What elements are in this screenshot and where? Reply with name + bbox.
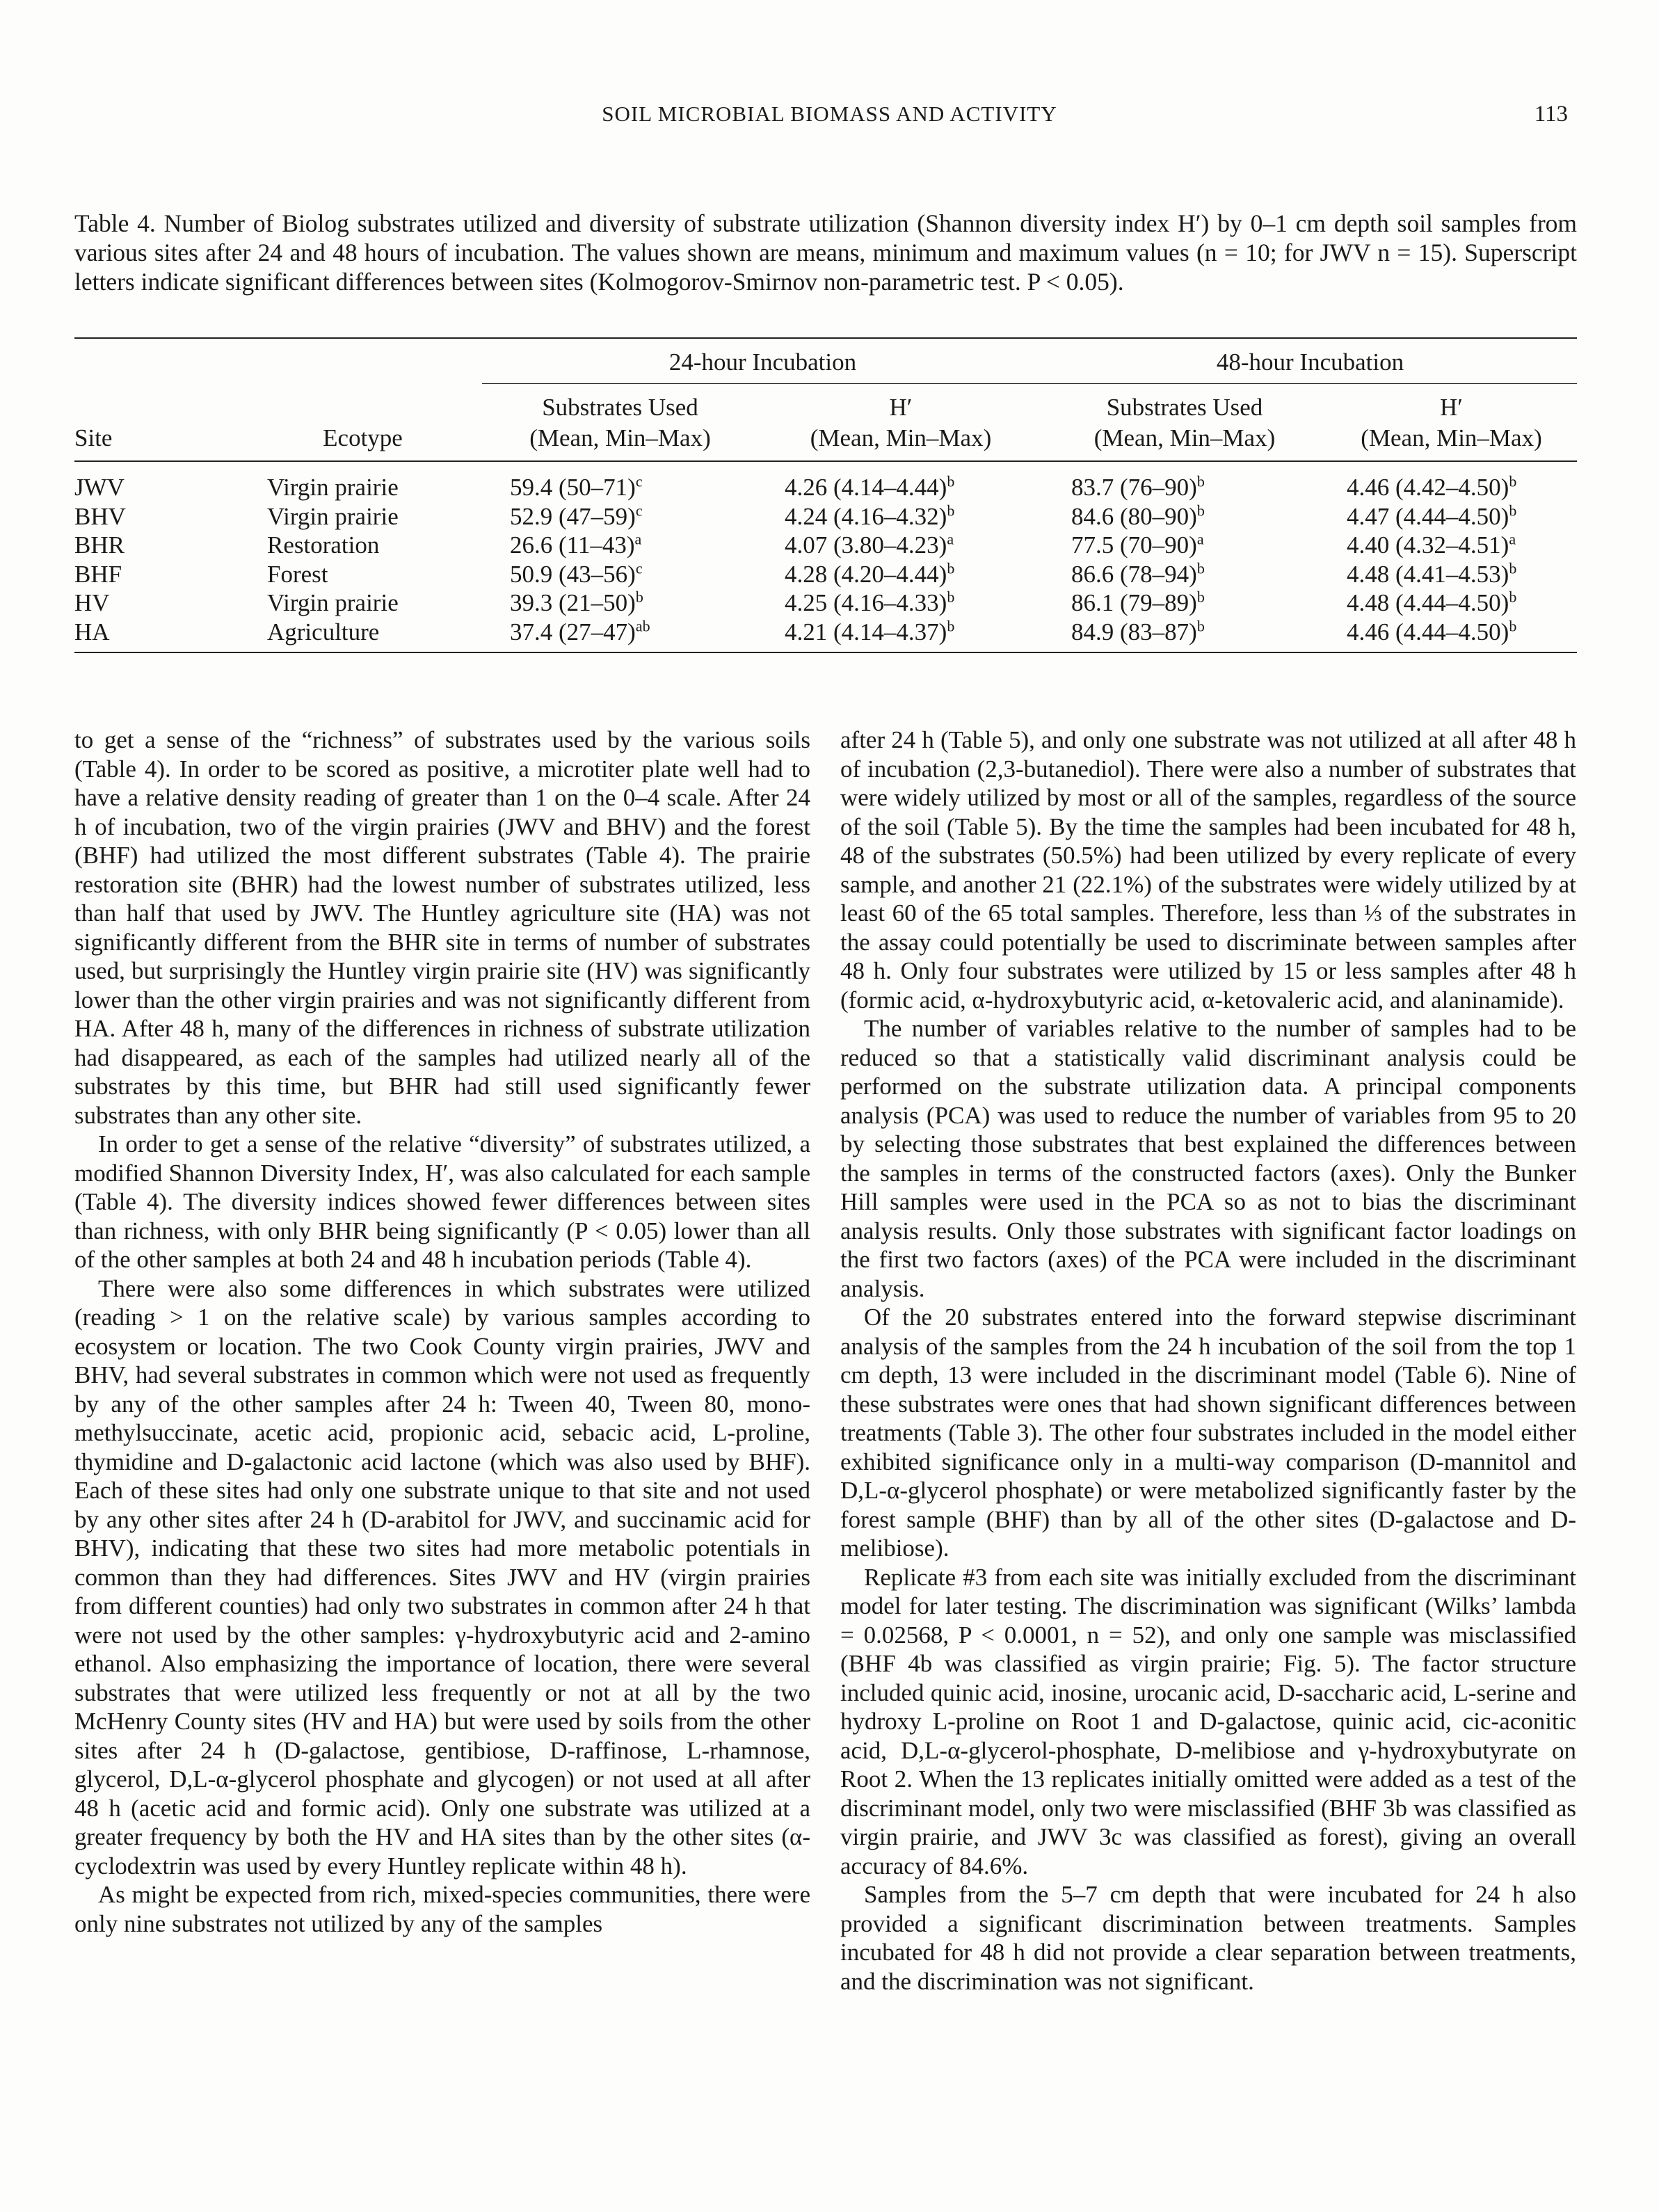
cell-h-48: 4.48 (4.44–4.50) xyxy=(1347,589,1509,616)
paragraph: The number of variables relative to the number of samples had to be reduced so that a statistically valid discriminant analysis could be performed on the substrate utilization data. A principal components analysis (PCA) was used to reduce the number of variables from 95 to 20 by selecting those substrates that best explained the differences between the samples in terms of the constructed factors (axes). Only the Bunker Hill samples were used in the PCA so as not to bias the discriminant analysis results. Only those substrates with significant factor loadings on the first two factors (axes) of the PCA were included in the discriminant analysis. xyxy=(840,1015,1576,1302)
cell-ecotype: Agriculture xyxy=(267,618,380,646)
sig-letter: b xyxy=(1509,616,1517,634)
col-substrates-48 xyxy=(1043,384,1326,462)
cell-h-48: 4.48 (4.41–4.53) xyxy=(1347,560,1509,588)
cell-ecotype: Restoration xyxy=(267,531,380,559)
results-table xyxy=(74,337,1577,653)
cell-substrates-48: 83.7 (76–90) xyxy=(1071,474,1197,501)
sig-letter: c xyxy=(635,559,643,577)
sig-letter: b xyxy=(947,616,955,634)
sig-letter: b xyxy=(1196,588,1205,606)
cell-ecotype: Virgin prairie xyxy=(267,502,399,530)
paragraph: after 24 h (Table 5), and only one substrate was not utilized at all after 48 h of incubation (2,3-butanediol). There were also a number of substrates that were widely utilized by most or all of the samples, regardless of the source of the soil (Table 5). By the time the samples had been incubated for 48 h, 48 of the substrates (50.5%) had been utilized by every replicate of every sample, and another 21 (22.1%) of the substrates were widely utilized by at least 60 of the 65 total samples. Therefore, less than ⅓ of the substrates in the assay could potentially be used to discriminate between samples after 48 h. Only four substrates were utilized by 15 or less samples after 48 h (formic acid, α-hydroxybutyric acid, α-ketovaleric acid, and alaninamide). xyxy=(840,726,1576,1013)
col-ecotype: Ecotype xyxy=(323,424,403,451)
sig-letter: c xyxy=(635,472,643,490)
sig-letter: a xyxy=(947,530,954,548)
col-substrates-24-unit: (Mean, Min–Max) xyxy=(529,424,711,451)
cell-substrates-24: 26.6 (11–43) xyxy=(510,531,635,559)
cell-h-24: 4.25 (4.16–4.33) xyxy=(785,589,947,616)
table-row xyxy=(74,560,1577,589)
table-row xyxy=(74,502,1577,531)
cell-h-24: 4.28 (4.20–4.44) xyxy=(785,560,947,588)
cell-substrates-48: 84.9 (83–87) xyxy=(1071,618,1197,646)
cell-ecotype: Forest xyxy=(267,560,328,588)
cell-substrates-48: 86.6 (78–94) xyxy=(1071,560,1197,588)
sig-letter: b xyxy=(1196,472,1205,490)
header-48-hour: 48-hour Incubation xyxy=(1043,338,1577,384)
cell-h-24: 4.24 (4.16–4.32) xyxy=(785,502,947,530)
page-number: 113 xyxy=(1534,102,1568,127)
cell-h-24: 4.07 (3.80–4.23) xyxy=(785,531,947,559)
cell-substrates-24: 37.4 (27–47) xyxy=(510,618,636,646)
cell-site: JWV xyxy=(74,474,125,501)
cell-h-24: 4.26 (4.14–4.44) xyxy=(785,474,947,501)
cell-h-24: 4.21 (4.14–4.37) xyxy=(785,618,947,646)
sig-letter: b xyxy=(1196,616,1205,634)
cell-ecotype: Virgin prairie xyxy=(267,589,399,616)
sig-letter: b xyxy=(947,472,955,490)
sig-letter: b xyxy=(947,588,955,606)
col-h-24-unit: (Mean, Min–Max) xyxy=(810,424,992,451)
sig-letter: ab xyxy=(635,616,650,634)
left-text-column xyxy=(74,726,810,1938)
sig-letter: b xyxy=(947,559,955,577)
cell-site: BHF xyxy=(74,560,122,588)
sig-letter: b xyxy=(1509,501,1517,519)
cell-substrates-24: 52.9 (47–59) xyxy=(510,502,636,530)
sig-letter: b xyxy=(635,588,643,606)
sig-letter: a xyxy=(634,530,642,548)
table-row xyxy=(74,461,1577,502)
running-title: SOIL MICROBIAL BIOMASS AND ACTIVITY xyxy=(602,102,1057,126)
col-h-48 xyxy=(1326,384,1577,462)
paragraph: to get a sense of the “richness” of substrates used by the various soils (Table 4). In order to be scored as positive, a microtiter plate well had to have a relative density reading of greater than 1 on the 0–4 scale. After 24 h of incubation, two of the virgin prairies (JWV and BHV) and the forest (BHF) had utilized the most different substrates (Table 4). The prairie restoration site (BHR) had the lowest number of substrates utilized, less than half that used by JWV. The Huntley agriculture site (HA) was not significantly different from the BHR site in terms of number of substrates used, but surprisingly the Huntley virgin prairie site (HV) was significantly lower than the other virgin prairies and was not significantly different from HA. After 48 h, many of the differences in richness of substrate utilization had disappeared, as each of the samples had utilized nearly all of the substrates by this time, but BHR had still used significantly fewer substrates than any other site. xyxy=(74,726,810,1129)
cell-ecotype: Virgin prairie xyxy=(267,474,399,501)
table-row xyxy=(74,531,1577,560)
sig-letter: b xyxy=(947,501,955,519)
cell-h-48: 4.46 (4.44–4.50) xyxy=(1347,618,1509,646)
paragraph: In order to get a sense of the relative “diversity” of substrates utilized, a modified Shannon Diversity Index, H′, was also calculated for each sample (Table 4). The diversity indices showed fewer differences between sites than richness, with only BHR being significantly (P < 0.05) lower than all of the other samples at both 24 and 48 h incubation periods (Table 4). xyxy=(74,1130,810,1273)
col-substrates-48-unit: (Mean, Min–Max) xyxy=(1093,424,1276,451)
sig-letter: b xyxy=(1509,588,1517,606)
col-site: Site xyxy=(74,424,113,451)
table-row xyxy=(74,618,1577,653)
header-24-hour: 24-hour Incubation xyxy=(482,338,1043,384)
right-text-column xyxy=(840,726,1576,1996)
col-h-48-unit: (Mean, Min–Max) xyxy=(1361,424,1542,451)
cell-substrates-24: 39.3 (21–50) xyxy=(510,589,636,616)
sig-letter: b xyxy=(1509,472,1517,490)
cell-substrates-48: 77.5 (70–90) xyxy=(1071,531,1197,559)
cell-site: HA xyxy=(74,618,110,646)
paragraph: Replicate #3 from each site was initially excluded from the discriminant model for later testing. The discrimination was significant (Wilks’ lambda = 0.02568, P < 0.0001, n = 52), and only one sample was misclassified (BHF 4b was classified as virgin prairie; Fig. 5). The factor structure included quinic acid, inosine, urocanic acid, D-saccharic acid, L-serine and hydroxy L-proline on Root 1 and D-galactose, quinic acid, cic-aconitic acid, D,L-α-glycerol-phosphate, D-melibiose and γ-hydroxybutyrate on Root 2. When the 13 replicates initially omitted were added as a test of the discriminant model, only two were misclassified (BHF 3b was classified as virgin prairie, and JWV 3c was classified as forest), giving an overall accuracy of 84.6%. xyxy=(840,1563,1576,1880)
col-h-24-title: H′ xyxy=(889,394,913,421)
cell-substrates-48: 86.1 (79–89) xyxy=(1071,589,1197,616)
sig-letter: c xyxy=(635,501,643,519)
col-substrates-48-title: Substrates Used xyxy=(1106,394,1263,421)
cell-substrates-24: 50.9 (43–56) xyxy=(510,560,636,588)
col-h-48-title: H′ xyxy=(1440,394,1463,421)
col-h-24 xyxy=(758,384,1043,462)
sig-letter: b xyxy=(1196,559,1205,577)
cell-h-48: 4.40 (4.32–4.51) xyxy=(1347,531,1509,559)
cell-substrates-48: 84.6 (80–90) xyxy=(1071,502,1197,530)
cell-substrates-24: 59.4 (50–71) xyxy=(510,474,636,501)
col-substrates-24 xyxy=(482,384,758,462)
paragraph: There were also some differences in which substrates were utilized (reading > 1 on the relative scale) by various samples according to ecosystem or location. The two Cook County virgin prairies, JWV and BHV, had several substrates in common which were not used as frequently by any of the other samples after 24 h: Tween 40, Tween 80, mono-methylsuccinate, acetic acid, propionic acid, sebacic acid, L-proline, thymidine and D-galactonic acid lactone (which was also used by BHF). Each of these sites had only one substrate unique to that site and not used by any other sites after 24 h (D-arabitol for JWV, and succinamic acid for BHV), indicating that these two sites had more metabolic potentials in common than they had differences. Sites JWV and HV (virgin prairies from different counties) had only two substrates in common after 24 h that were not used by the other samples: γ-hydroxybutyric acid and 2-amino ethanol. Also emphasizing the importance of location, there were several substrates that were utilized less frequently or not at all by the two McHenry County sites (HV and HA) but were used by soils from the other sites after 24 h (D-galactose, gentibiose, D-raffinose, L-rhamnose, glycerol, D,L-α-glycerol phosphate and glycogen) or not used at all after 48 h (acetic acid and formic acid). Only one substrate was utilized at a greater frequency by both the HV and HA sites than by the other sites (α-cyclodextrin was used by every Huntley replicate within 48 h). xyxy=(74,1274,810,1880)
paragraph: As might be expected from rich, mixed-species communities, there were only nine substrates not utilized by any of the samples xyxy=(74,1881,810,1937)
table-caption: Table 4. Number of Biolog substrates utilized and diversity of substrate utilization (Shannon diversity index H′) by 0–1 cm depth soil samples from various sites after 24 and 48 hours of incubation. The values shown are means, minimum and maximum values (n = 10; for JWV n = 15). Superscript letters indicate significant differences between sites (Kolmogorov-Smirnov non-parametric test. P < 0.05). xyxy=(74,209,1577,296)
table-row xyxy=(74,588,1577,618)
sig-letter: b xyxy=(1509,559,1517,577)
sig-letter: a xyxy=(1509,530,1516,548)
sig-letter: a xyxy=(1196,530,1204,548)
paragraph: Samples from the 5–7 cm depth that were incubated for 24 h also provided a significant discrimination between treatments. Samples incubated for 48 h did not provide a clear separation between treatments, and the discrimination was not significant. xyxy=(840,1881,1576,1995)
cell-h-48: 4.46 (4.42–4.50) xyxy=(1347,474,1509,501)
sig-letter: b xyxy=(1196,501,1205,519)
cell-site: HV xyxy=(74,589,110,616)
cell-site: BHR xyxy=(74,531,125,559)
col-substrates-24-title: Substrates Used xyxy=(542,394,698,421)
paragraph: Of the 20 substrates entered into the forward stepwise discriminant analysis of the samples from the 24 h incubation of the soil from the top 1 cm depth, 13 were included in the discriminant model (Table 6). Nine of these substrates were ones that had shown significant differences between treatments (Table 3). The other four substrates included in the model either exhibited significance only in a multi-way comparison (D-mannitol and D,L-α-glycerol phosphate) or were metabolized significantly faster by the forest sample (BHF) than by all of the other sites (D-galactose and D-melibiose). xyxy=(840,1304,1576,1562)
cell-h-48: 4.47 (4.44–4.50) xyxy=(1347,502,1509,530)
cell-site: BHV xyxy=(74,502,126,530)
